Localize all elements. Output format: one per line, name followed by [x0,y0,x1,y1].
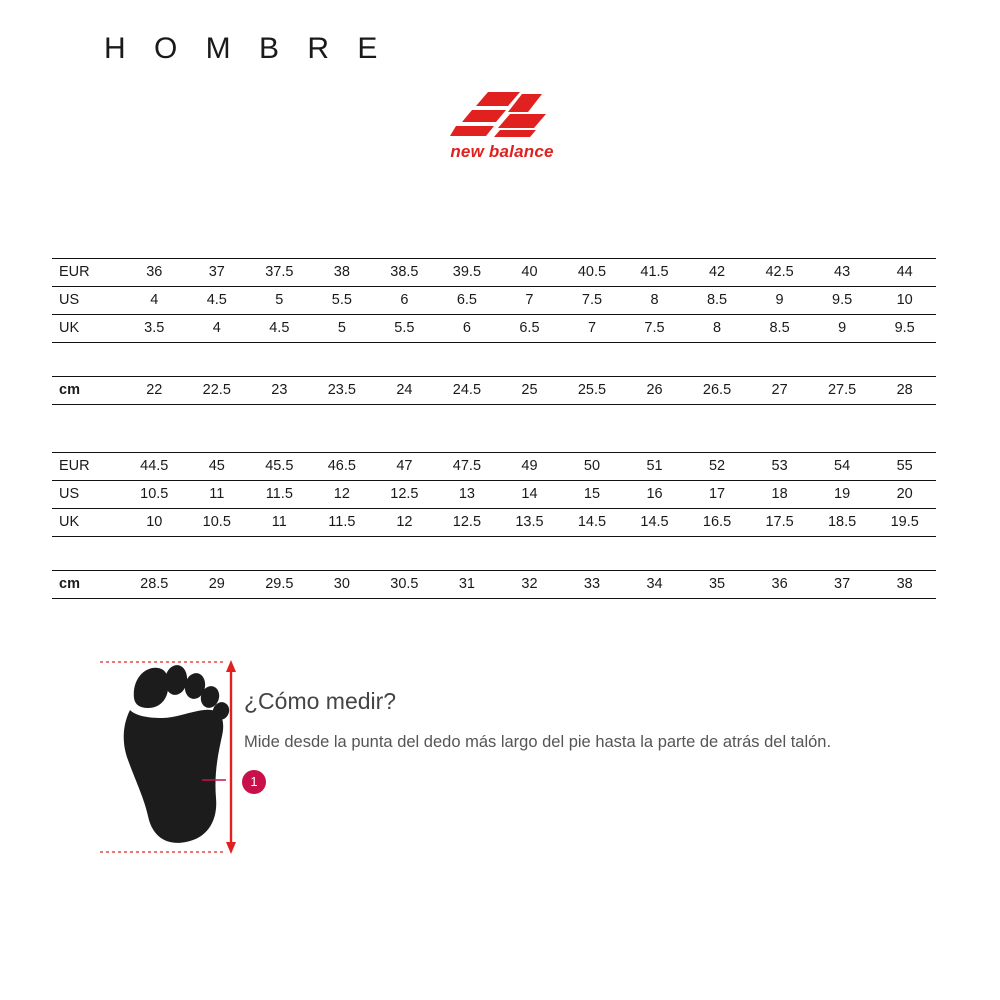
cell: 45 [186,453,249,481]
cell: 16.5 [686,509,749,537]
cell: 27 [748,377,811,405]
cell: 49 [498,453,561,481]
cell: 28 [873,377,936,405]
cell: 12.5 [436,509,499,537]
brand-logo [432,90,572,162]
cell: 8 [686,315,749,343]
row-label-us: US [52,287,123,315]
cell: 19 [811,481,874,509]
cell: 44.5 [123,453,186,481]
cell: 18 [748,481,811,509]
cell: 45.5 [248,453,311,481]
cell: 14.5 [561,509,624,537]
cell: 42 [686,259,749,287]
cell: 44 [873,259,936,287]
row-label-eur: EUR [52,259,123,287]
cell: 7 [498,287,561,315]
cell: 53 [748,453,811,481]
cell: 24.5 [436,377,499,405]
cell: 10.5 [123,481,186,509]
cell: 37 [811,571,874,599]
cell: 6.5 [498,315,561,343]
foot-silhouette-icon [124,664,232,843]
step-badge-1: 1 [242,770,266,794]
size-table-1 [52,258,936,343]
cell: 5.5 [373,315,436,343]
cell: 42.5 [748,259,811,287]
cell: 31 [436,571,499,599]
cell: 12 [373,509,436,537]
cell: 25 [498,377,561,405]
row-label-eur: EUR [52,453,123,481]
cell: 22.5 [186,377,249,405]
cell: 8.5 [748,315,811,343]
new-balance-logo-icon [432,90,572,138]
cell: 23 [248,377,311,405]
cell: 12.5 [373,481,436,509]
cell: 7.5 [623,315,686,343]
cell: 29 [186,571,249,599]
cell: 15 [561,481,624,509]
cell: 13.5 [498,509,561,537]
cell: 37 [186,259,249,287]
table-row [52,259,936,287]
cell: 34 [623,571,686,599]
size-table-block-2 [52,452,936,599]
cell: 4 [186,315,249,343]
cell: 37.5 [248,259,311,287]
cell: 28.5 [123,571,186,599]
cell: 13 [436,481,499,509]
cell: 6.5 [436,287,499,315]
cell: 23.5 [311,377,374,405]
cell: 26.5 [686,377,749,405]
cm-table-2 [52,570,936,599]
measure-arrow-icon [226,660,236,854]
cell: 29.5 [248,571,311,599]
cell: 36 [748,571,811,599]
cell: 27.5 [811,377,874,405]
cell: 5 [248,287,311,315]
table-row [52,453,936,481]
cell: 11 [186,481,249,509]
cell: 24 [373,377,436,405]
cell: 54 [811,453,874,481]
cell: 8.5 [686,287,749,315]
cell: 43 [811,259,874,287]
row-label-uk: UK [52,315,123,343]
cell: 19.5 [873,509,936,537]
cell: 32 [498,571,561,599]
page-title: H O M B R E [104,32,388,65]
measure-body: Mide desde la punta del dedo más largo del pie hasta la parte de atrás del talón. [244,733,832,751]
cell: 52 [686,453,749,481]
size-table-block-1 [52,258,936,405]
cell: 18.5 [811,509,874,537]
cell: 10 [123,509,186,537]
cell: 26 [623,377,686,405]
cell: 50 [561,453,624,481]
cell: 17.5 [748,509,811,537]
measure-text-block [244,688,904,755]
cell: 5 [311,315,374,343]
row-label-cm: cm [52,377,123,405]
cell: 16 [623,481,686,509]
foot-measure-diagram [92,648,262,868]
cell: 38 [311,259,374,287]
table-row [52,509,936,537]
cell: 8 [623,287,686,315]
cell: 12 [311,481,374,509]
size-table-2 [52,452,936,537]
cell: 5.5 [311,287,374,315]
measure-heading: ¿Cómo medir? [244,688,397,714]
cell: 11 [248,509,311,537]
row-label-us: US [52,481,123,509]
cell: 51 [623,453,686,481]
cell: 17 [686,481,749,509]
cell: 6 [373,287,436,315]
cell: 25.5 [561,377,624,405]
cell: 55 [873,453,936,481]
cell: 38.5 [373,259,436,287]
cell: 38 [873,571,936,599]
table-row [52,315,936,343]
cell: 3.5 [123,315,186,343]
table-row [52,481,936,509]
cell: 11.5 [248,481,311,509]
cell: 35 [686,571,749,599]
row-label-cm: cm [52,571,123,599]
cell: 10 [873,287,936,315]
cell: 33 [561,571,624,599]
cell: 30.5 [373,571,436,599]
cell: 4.5 [186,287,249,315]
cell: 4.5 [248,315,311,343]
cell: 9 [811,315,874,343]
cell: 9.5 [811,287,874,315]
cell: 36 [123,259,186,287]
cell: 47.5 [436,453,499,481]
table-row [52,377,936,405]
cell: 4 [123,287,186,315]
cell: 46.5 [311,453,374,481]
table-row [52,571,936,599]
table-row [52,287,936,315]
cell: 39.5 [436,259,499,287]
cell: 41.5 [623,259,686,287]
cm-table-1 [52,376,936,405]
cell: 9 [748,287,811,315]
cell: 40.5 [561,259,624,287]
brand-name: new balance [450,142,554,161]
cell: 47 [373,453,436,481]
cell: 14.5 [623,509,686,537]
cell: 10.5 [186,509,249,537]
cell: 14 [498,481,561,509]
cell: 11.5 [311,509,374,537]
cell: 9.5 [873,315,936,343]
cell: 22 [123,377,186,405]
cell: 7.5 [561,287,624,315]
cell: 6 [436,315,499,343]
row-label-uk: UK [52,509,123,537]
cell: 7 [561,315,624,343]
cell: 20 [873,481,936,509]
cell: 30 [311,571,374,599]
cell: 40 [498,259,561,287]
